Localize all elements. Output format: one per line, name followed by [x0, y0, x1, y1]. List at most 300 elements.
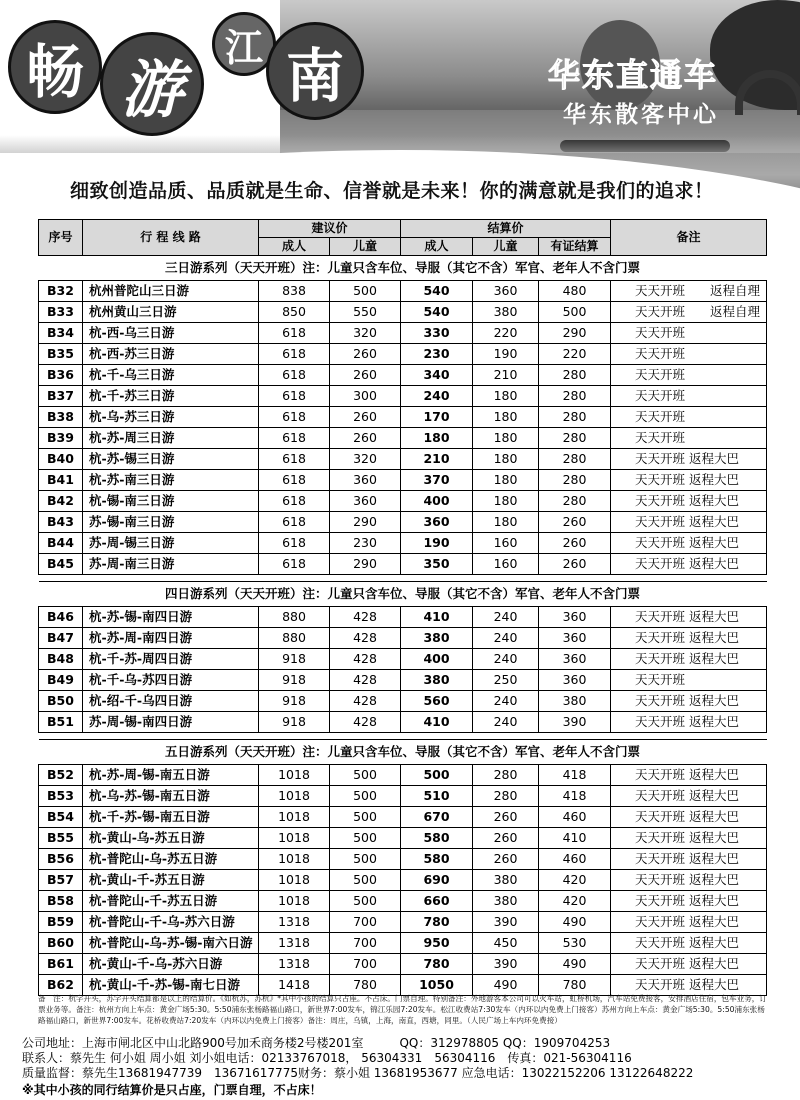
table-row [39, 386, 767, 407]
settlement-adult-price: 660 [401, 891, 473, 912]
route-code: B53 [39, 786, 83, 807]
route-name: 杭-普陀山-乌-苏-锡-南六日游 [83, 933, 259, 954]
certified-price: 420 [539, 891, 611, 912]
section-title: 五日游系列（天天开班）注：儿童只含车位、导服（其它不含）军官、老年人不含门票 [165, 744, 641, 759]
route-name: 杭-黄山-千-苏五日游 [83, 870, 259, 891]
logo-char-2: 游 [100, 32, 204, 136]
settlement-adult-price: 350 [401, 554, 473, 575]
suggested-child-price: 500 [330, 891, 401, 912]
section-title: 四日游系列（天天开班）注：儿童只含车位、导服（其它不含）军官、老年人不含门票 [165, 586, 641, 601]
route-name: 杭-苏-南三日游 [83, 470, 259, 491]
suggested-adult-price: 618 [259, 470, 330, 491]
settlement-adult-price: 540 [401, 281, 473, 302]
table-row [39, 954, 767, 975]
table-row [39, 712, 767, 733]
settlement-child-price: 180 [473, 386, 539, 407]
certified-price: 280 [539, 470, 611, 491]
suggested-adult-price: 880 [259, 628, 330, 649]
table-row [39, 786, 767, 807]
suggested-adult-price: 618 [259, 365, 330, 386]
settlement-child-price: 380 [473, 891, 539, 912]
suggested-adult-price: 1018 [259, 765, 330, 786]
certified-price: 480 [539, 281, 611, 302]
route-code: B57 [39, 870, 83, 891]
table-row [39, 365, 767, 386]
route-code: B54 [39, 807, 83, 828]
suggested-adult-price: 1018 [259, 807, 330, 828]
remark: 天天开班 返程大巴 [611, 828, 767, 849]
suggested-adult-price: 618 [259, 449, 330, 470]
route-name: 杭-西-乌三日游 [83, 323, 259, 344]
section-title-row [39, 740, 767, 765]
route-code: B40 [39, 449, 83, 470]
route-name: 杭-千-乌-苏四日游 [83, 670, 259, 691]
remark: 天天开班 返程大巴 [611, 807, 767, 828]
settlement-adult-price: 400 [401, 491, 473, 512]
certified-price: 280 [539, 407, 611, 428]
certified-price: 420 [539, 870, 611, 891]
suggested-child-price: 428 [330, 691, 401, 712]
table-row [39, 323, 767, 344]
brand-subtitle: 华东散客中心 [563, 102, 719, 128]
settlement-child-price: 280 [473, 765, 539, 786]
route-name: 杭-千-乌三日游 [83, 365, 259, 386]
certified-price: 220 [539, 344, 611, 365]
route-code: B59 [39, 912, 83, 933]
table-row [39, 891, 767, 912]
section-gap [39, 575, 767, 582]
settlement-adult-price: 540 [401, 302, 473, 323]
settlement-adult-price: 410 [401, 712, 473, 733]
settlement-child-price: 220 [473, 323, 539, 344]
certified-price: 280 [539, 491, 611, 512]
route-code: B55 [39, 828, 83, 849]
suggested-adult-price: 618 [259, 323, 330, 344]
remark: 天天开班 返程大巴 [611, 533, 767, 554]
logo-char-4: 南 [266, 22, 364, 120]
route-name: 杭-普陀山-千-苏五日游 [83, 891, 259, 912]
remark: 天天开班 [611, 428, 767, 449]
route-name: 杭-绍-千-乌四日游 [83, 691, 259, 712]
suggested-child-price: 500 [330, 849, 401, 870]
table-row [39, 512, 767, 533]
table-row [39, 849, 767, 870]
header-row [39, 220, 767, 238]
section-gap [39, 733, 767, 740]
settlement-adult-price: 230 [401, 344, 473, 365]
route-code: B60 [39, 933, 83, 954]
section-title-row [39, 582, 767, 607]
route-name: 杭-黄山-乌-苏五日游 [83, 828, 259, 849]
brand-title: 华东直通车 [548, 56, 719, 94]
route-code: B44 [39, 533, 83, 554]
table-row [39, 607, 767, 628]
contact-persons: 联系人：蔡先生 何小姐 周小姐 刘小姐电话：02133767018， 56304331 56304116 传真：021-56304116 [22, 1051, 632, 1065]
settlement-child-price: 240 [473, 712, 539, 733]
certified-price: 260 [539, 512, 611, 533]
settlement-child-price: 240 [473, 607, 539, 628]
certified-price: 360 [539, 607, 611, 628]
certified-price: 290 [539, 323, 611, 344]
remark: 天天开班 [611, 407, 767, 428]
suggested-child-price: 290 [330, 554, 401, 575]
table-row [39, 302, 767, 323]
settlement-adult-price: 780 [401, 912, 473, 933]
route-name: 杭-黄山-千-乌-苏六日游 [83, 954, 259, 975]
route-code: B62 [39, 975, 83, 996]
settlement-child-price: 380 [473, 302, 539, 323]
certified-price: 360 [539, 628, 611, 649]
table-row [39, 533, 767, 554]
settlement-adult-price: 500 [401, 765, 473, 786]
suggested-adult-price: 918 [259, 670, 330, 691]
section-title-row [39, 256, 767, 281]
route-name: 苏-锡-南三日游 [83, 512, 259, 533]
settlement-child-price: 180 [473, 428, 539, 449]
suggested-child-price: 500 [330, 765, 401, 786]
settlement-adult-price: 510 [401, 786, 473, 807]
settlement-child-price: 390 [473, 912, 539, 933]
certified-price: 410 [539, 828, 611, 849]
gap-cell [39, 575, 767, 582]
settlement-adult-price: 370 [401, 470, 473, 491]
route-name: 杭-千-苏-锡-南五日游 [83, 807, 259, 828]
suggested-child-price: 550 [330, 302, 401, 323]
route-name: 杭-苏-周-南四日游 [83, 628, 259, 649]
settlement-adult-price: 560 [401, 691, 473, 712]
remark: 天天开班 返程自理 [611, 302, 767, 323]
remark: 天天开班 返程大巴 [611, 554, 767, 575]
route-code: B37 [39, 386, 83, 407]
certified-price: 500 [539, 302, 611, 323]
suggested-adult-price: 1018 [259, 891, 330, 912]
route-name: 杭-普陀山-千-乌-苏六日游 [83, 912, 259, 933]
suggested-adult-price: 1018 [259, 786, 330, 807]
col-cert: 有证结算 [539, 238, 611, 256]
suggested-adult-price: 618 [259, 491, 330, 512]
col-s-adult: 成人 [401, 238, 473, 256]
col-route: 行 程 线 路 [83, 220, 259, 256]
suggested-adult-price: 1018 [259, 849, 330, 870]
remark: 天天开班 返程大巴 [611, 870, 767, 891]
remark: 天天开班 返程自理 [611, 281, 767, 302]
route-code: B33 [39, 302, 83, 323]
settlement-adult-price: 780 [401, 954, 473, 975]
certified-price: 260 [539, 554, 611, 575]
suggested-child-price: 700 [330, 912, 401, 933]
certified-price: 780 [539, 975, 611, 996]
settlement-adult-price: 690 [401, 870, 473, 891]
route-code: B38 [39, 407, 83, 428]
certified-price: 280 [539, 449, 611, 470]
suggested-child-price: 500 [330, 870, 401, 891]
settlement-adult-price: 950 [401, 933, 473, 954]
remark: 天天开班 返程大巴 [611, 765, 767, 786]
remark: 天天开班 [611, 670, 767, 691]
suggested-child-price: 428 [330, 670, 401, 691]
route-name: 杭-黄山-千-苏-锡-南七日游 [83, 975, 259, 996]
route-code: B36 [39, 365, 83, 386]
suggested-adult-price: 618 [259, 533, 330, 554]
route-code: B56 [39, 849, 83, 870]
table-row [39, 628, 767, 649]
route-name: 杭-锡-南三日游 [83, 491, 259, 512]
route-code: B58 [39, 891, 83, 912]
remark: 天天开班 [611, 365, 767, 386]
settlement-adult-price: 360 [401, 512, 473, 533]
suggested-adult-price: 880 [259, 607, 330, 628]
route-name: 杭-乌-苏三日游 [83, 407, 259, 428]
settlement-adult-price: 580 [401, 828, 473, 849]
route-name: 杭-西-苏三日游 [83, 344, 259, 365]
certified-price: 280 [539, 365, 611, 386]
table-row [39, 933, 767, 954]
settlement-child-price: 180 [473, 407, 539, 428]
table-row [39, 554, 767, 575]
table-row [39, 470, 767, 491]
settlement-adult-price: 1050 [401, 975, 473, 996]
route-code: B51 [39, 712, 83, 733]
settlement-child-price: 180 [473, 491, 539, 512]
suggested-child-price: 360 [330, 491, 401, 512]
route-name: 杭州普陀山三日游 [83, 281, 259, 302]
suggested-child-price: 500 [330, 807, 401, 828]
suggested-child-price: 230 [330, 533, 401, 554]
suggested-child-price: 260 [330, 344, 401, 365]
certified-price: 490 [539, 954, 611, 975]
settlement-child-price: 240 [473, 649, 539, 670]
settlement-child-price: 260 [473, 828, 539, 849]
suggested-adult-price: 618 [259, 554, 330, 575]
route-code: B50 [39, 691, 83, 712]
suggested-adult-price: 838 [259, 281, 330, 302]
suggested-child-price: 428 [330, 628, 401, 649]
route-name: 杭-普陀山-乌-苏五日游 [83, 849, 259, 870]
route-name: 杭-苏-锡-南四日游 [83, 607, 259, 628]
remark: 天天开班 [611, 323, 767, 344]
suggested-adult-price: 918 [259, 691, 330, 712]
settlement-child-price: 180 [473, 512, 539, 533]
remark: 天天开班 返程大巴 [611, 491, 767, 512]
settlement-child-price: 490 [473, 975, 539, 996]
suggested-adult-price: 1318 [259, 933, 330, 954]
settlement-adult-price: 670 [401, 807, 473, 828]
remark: 天天开班 返程大巴 [611, 954, 767, 975]
route-code: B35 [39, 344, 83, 365]
remark: 天天开班 返程大巴 [611, 691, 767, 712]
remark: 天天开班 返程大巴 [611, 912, 767, 933]
col-suggested: 建议价 [259, 220, 401, 238]
suggested-adult-price: 1318 [259, 912, 330, 933]
suggested-child-price: 320 [330, 449, 401, 470]
child-price-warning: ※其中小孩的同行结算价是只占座，门票自理，不占床！ [22, 1083, 322, 1097]
route-code: B43 [39, 512, 83, 533]
suggested-child-price: 700 [330, 933, 401, 954]
suggested-adult-price: 618 [259, 428, 330, 449]
remark: 天天开班 返程大巴 [611, 512, 767, 533]
suggested-child-price: 700 [330, 954, 401, 975]
suggested-adult-price: 1018 [259, 870, 330, 891]
table-row [39, 407, 767, 428]
contact-supervision: 质量监督：蔡先生13681947739 13671617775财务：蔡小姐 13681953677 应急电话：13022152206 13122648222 [22, 1066, 694, 1080]
remark: 天天开班 [611, 386, 767, 407]
table-row [39, 870, 767, 891]
route-code: B45 [39, 554, 83, 575]
certified-price: 280 [539, 386, 611, 407]
table-row [39, 691, 767, 712]
certified-price: 360 [539, 649, 611, 670]
remark: 天天开班 返程大巴 [611, 849, 767, 870]
settlement-child-price: 180 [473, 470, 539, 491]
route-name: 杭州黄山三日游 [83, 302, 259, 323]
suggested-adult-price: 1318 [259, 954, 330, 975]
settlement-child-price: 240 [473, 691, 539, 712]
suggested-child-price: 500 [330, 281, 401, 302]
suggested-child-price: 500 [330, 786, 401, 807]
settlement-child-price: 180 [473, 449, 539, 470]
price-table [38, 219, 767, 996]
certified-price: 490 [539, 912, 611, 933]
route-code: B49 [39, 670, 83, 691]
suggested-adult-price: 918 [259, 712, 330, 733]
col-adult: 成人 [259, 238, 330, 256]
settlement-adult-price: 170 [401, 407, 473, 428]
settlement-adult-price: 330 [401, 323, 473, 344]
suggested-child-price: 428 [330, 712, 401, 733]
table-row [39, 828, 767, 849]
col-settlement: 结算价 [401, 220, 611, 238]
settlement-adult-price: 240 [401, 386, 473, 407]
gap-cell [39, 733, 767, 740]
suggested-adult-price: 618 [259, 386, 330, 407]
settlement-child-price: 240 [473, 628, 539, 649]
settlement-child-price: 210 [473, 365, 539, 386]
table-row [39, 428, 767, 449]
settlement-adult-price: 210 [401, 449, 473, 470]
route-name: 杭-苏-周三日游 [83, 428, 259, 449]
suggested-child-price: 290 [330, 512, 401, 533]
footnote: 备 注：杭字开头，苏字开头结算都是以上的结算价。《如杭苏，苏杭》*其中小孩的结算只占座。不占床。门票自理。特别备注：外地游客本公司可以火车站，虹桥机场，汽车站免费接客，安排酒店住宿，包车业务，订票业务等。备注：杭州方向上车点：黄金广场5:30。5:50浦东张杨路福山路口，新世界7:00发车，锦江乐园7:20发车。松江收费站7:30发车（内环以内免费上门接客）苏州方向上车点：黄金广场5:30。5:50浦东张杨路福山路口，新世界7:00发车。花桥收费站7:20发车（内环以内免费上门接客）备注：周庄，乌镇，上海，南直，西塘，同里。（人民广场上车内环免费接） [38, 994, 767, 1025]
route-name: 杭-苏-周-锡-南五日游 [83, 765, 259, 786]
settlement-child-price: 160 [473, 554, 539, 575]
col-no: 序号 [39, 220, 83, 256]
route-name: 杭-苏-锡三日游 [83, 449, 259, 470]
route-name: 苏-周-锡-南四日游 [83, 712, 259, 733]
route-code: B52 [39, 765, 83, 786]
route-code: B32 [39, 281, 83, 302]
suggested-adult-price: 918 [259, 649, 330, 670]
remark: 天天开班 返程大巴 [611, 933, 767, 954]
route-name: 苏-周-南三日游 [83, 554, 259, 575]
suggested-child-price: 260 [330, 407, 401, 428]
certified-price: 360 [539, 670, 611, 691]
suggested-child-price: 428 [330, 649, 401, 670]
settlement-child-price: 250 [473, 670, 539, 691]
suggested-child-price: 780 [330, 975, 401, 996]
suggested-adult-price: 1418 [259, 975, 330, 996]
suggested-adult-price: 618 [259, 512, 330, 533]
remark: 天天开班 返程大巴 [611, 786, 767, 807]
settlement-adult-price: 400 [401, 649, 473, 670]
suggested-adult-price: 850 [259, 302, 330, 323]
contact-address: 公司地址：上海市闸北区中山北路900号加禾商务楼2号楼201室 QQ：312978805 QQ：1909704253 [22, 1036, 611, 1050]
logo-char-3: 江 [212, 12, 276, 76]
suggested-adult-price: 618 [259, 344, 330, 365]
col-remark: 备注 [611, 220, 767, 256]
route-code: B42 [39, 491, 83, 512]
route-code: B61 [39, 954, 83, 975]
table-row [39, 649, 767, 670]
remark: 天天开班 返程大巴 [611, 449, 767, 470]
remark: 天天开班 返程大巴 [611, 891, 767, 912]
remark: 天天开班 返程大巴 [611, 712, 767, 733]
table-row [39, 491, 767, 512]
route-code: B34 [39, 323, 83, 344]
route-code: B39 [39, 428, 83, 449]
header-banner [0, 0, 800, 218]
remark: 天天开班 返程大巴 [611, 649, 767, 670]
route-name: 杭-乌-苏-锡-南五日游 [83, 786, 259, 807]
route-name: 杭-千-苏三日游 [83, 386, 259, 407]
remark: 天天开班 返程大巴 [611, 470, 767, 491]
route-code: B41 [39, 470, 83, 491]
certified-price: 418 [539, 765, 611, 786]
suggested-child-price: 300 [330, 386, 401, 407]
suggested-child-price: 260 [330, 428, 401, 449]
settlement-adult-price: 380 [401, 670, 473, 691]
table-row [39, 281, 767, 302]
suggested-child-price: 428 [330, 607, 401, 628]
settlement-adult-price: 340 [401, 365, 473, 386]
table-row [39, 807, 767, 828]
suggested-child-price: 500 [330, 828, 401, 849]
slogan: 细致创造品质、品质就是生命、信誉就是未来！你的满意就是我们的追求！ [70, 180, 714, 202]
certified-price: 390 [539, 712, 611, 733]
remark: 天天开班 返程大巴 [611, 628, 767, 649]
certified-price: 260 [539, 533, 611, 554]
table-row [39, 344, 767, 365]
settlement-adult-price: 380 [401, 628, 473, 649]
route-code: B48 [39, 649, 83, 670]
settlement-child-price: 360 [473, 281, 539, 302]
suggested-child-price: 320 [330, 323, 401, 344]
settlement-adult-price: 580 [401, 849, 473, 870]
certified-price: 460 [539, 849, 611, 870]
settlement-child-price: 260 [473, 849, 539, 870]
table-row [39, 670, 767, 691]
section-title: 三日游系列（天天开班）注：儿童只含车位、导服（其它不含）军官、老年人不含门票 [165, 260, 641, 275]
table-row [39, 765, 767, 786]
col-child: 儿童 [330, 238, 401, 256]
logo-char-1: 畅 [8, 20, 102, 114]
remark: 天天开班 [611, 344, 767, 365]
route-name: 杭-千-苏-周四日游 [83, 649, 259, 670]
suggested-adult-price: 618 [259, 407, 330, 428]
settlement-child-price: 160 [473, 533, 539, 554]
col-s-child: 儿童 [473, 238, 539, 256]
route-name: 苏-周-锡三日游 [83, 533, 259, 554]
settlement-child-price: 390 [473, 954, 539, 975]
route-code: B47 [39, 628, 83, 649]
certified-price: 530 [539, 933, 611, 954]
settlement-adult-price: 190 [401, 533, 473, 554]
certified-price: 280 [539, 428, 611, 449]
suggested-child-price: 360 [330, 470, 401, 491]
remark: 天天开班 返程大巴 [611, 975, 767, 996]
suggested-child-price: 260 [330, 365, 401, 386]
certified-price: 460 [539, 807, 611, 828]
table-row [39, 449, 767, 470]
